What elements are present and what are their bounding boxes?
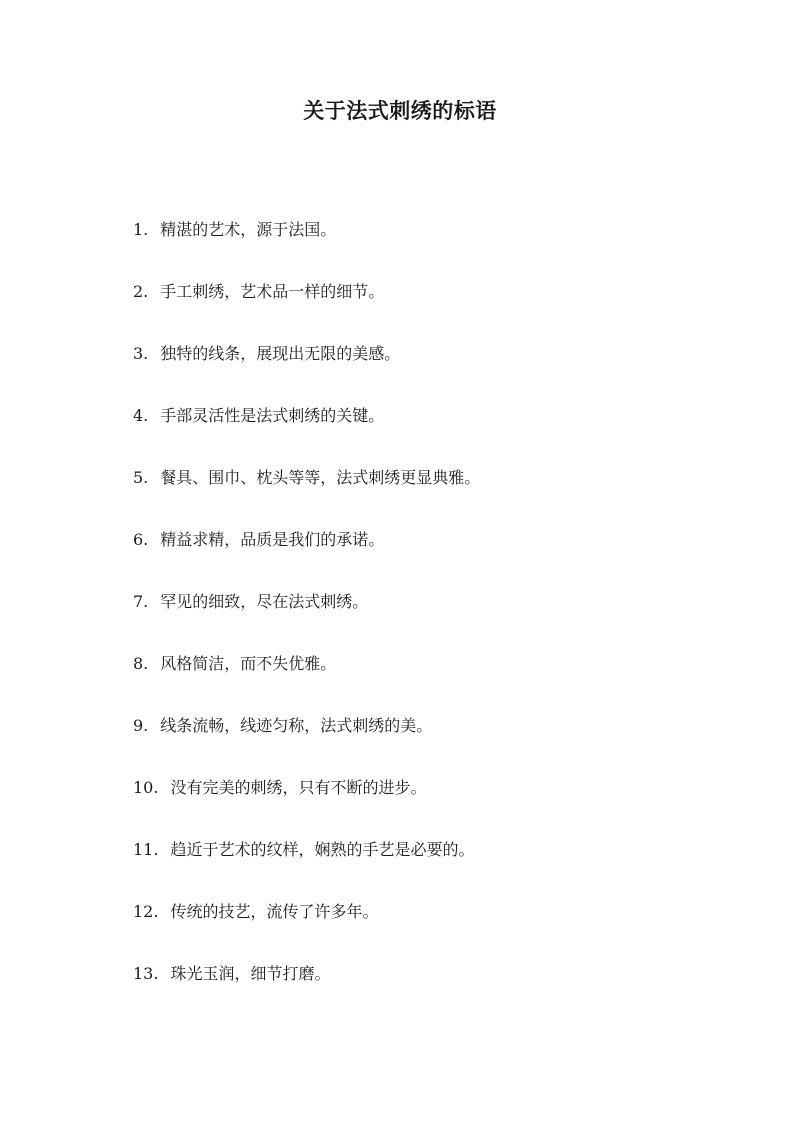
item-text: 罕见的细致，尽在法式刺绣。 (160, 592, 369, 611)
list-item (133, 277, 733, 339)
item-number: 5. (133, 468, 149, 487)
item-text: 趋近于艺术的纹样，娴熟的手艺是必要的。 (170, 840, 475, 859)
list-item (133, 773, 733, 835)
item-number: 4. (133, 406, 149, 425)
item-text: 手工刺绣，艺术品一样的细节。 (160, 282, 385, 301)
item-text: 独特的线条，展现出无限的美感。 (160, 344, 401, 363)
item-number: 11. (133, 840, 159, 859)
item-number: 7. (133, 592, 149, 611)
list-item (133, 711, 733, 773)
page-title: 关于法式刺绣的标语 (303, 98, 497, 123)
item-number: 12. (133, 902, 159, 921)
item-text: 线条流畅，线迹匀称，法式刺绣的美。 (160, 716, 433, 735)
item-number: 3. (133, 344, 149, 363)
list-item (133, 215, 733, 277)
list-item (133, 897, 733, 959)
list-item (133, 463, 733, 525)
item-text: 精湛的艺术，源于法国。 (160, 220, 337, 239)
list-item (133, 525, 733, 587)
list-item (133, 587, 733, 649)
item-text: 精益求精，品质是我们的承诺。 (160, 530, 385, 549)
item-text: 餐具、围巾、枕头等等，法式刺绣更显典雅。 (160, 468, 481, 487)
item-number: 10. (133, 778, 159, 797)
item-number: 1. (133, 220, 149, 239)
list-item (133, 401, 733, 463)
list-item (133, 835, 733, 897)
item-number: 2. (133, 282, 149, 301)
item-text: 手部灵活性是法式刺绣的关键。 (160, 406, 385, 425)
item-text: 风格简洁，而不失优雅。 (160, 654, 337, 673)
item-text: 传统的技艺，流传了许多年。 (170, 902, 379, 921)
list-item (133, 959, 733, 1021)
item-text: 珠光玉润，细节打磨。 (170, 964, 331, 983)
item-number: 9. (133, 716, 149, 735)
list-item (133, 339, 733, 401)
item-number: 6. (133, 530, 149, 549)
list-item (133, 649, 733, 711)
slogan-list (133, 215, 733, 1021)
item-number: 8. (133, 654, 149, 673)
item-number: 13. (133, 964, 159, 983)
item-text: 没有完美的刺绣，只有不断的进步。 (170, 778, 427, 797)
